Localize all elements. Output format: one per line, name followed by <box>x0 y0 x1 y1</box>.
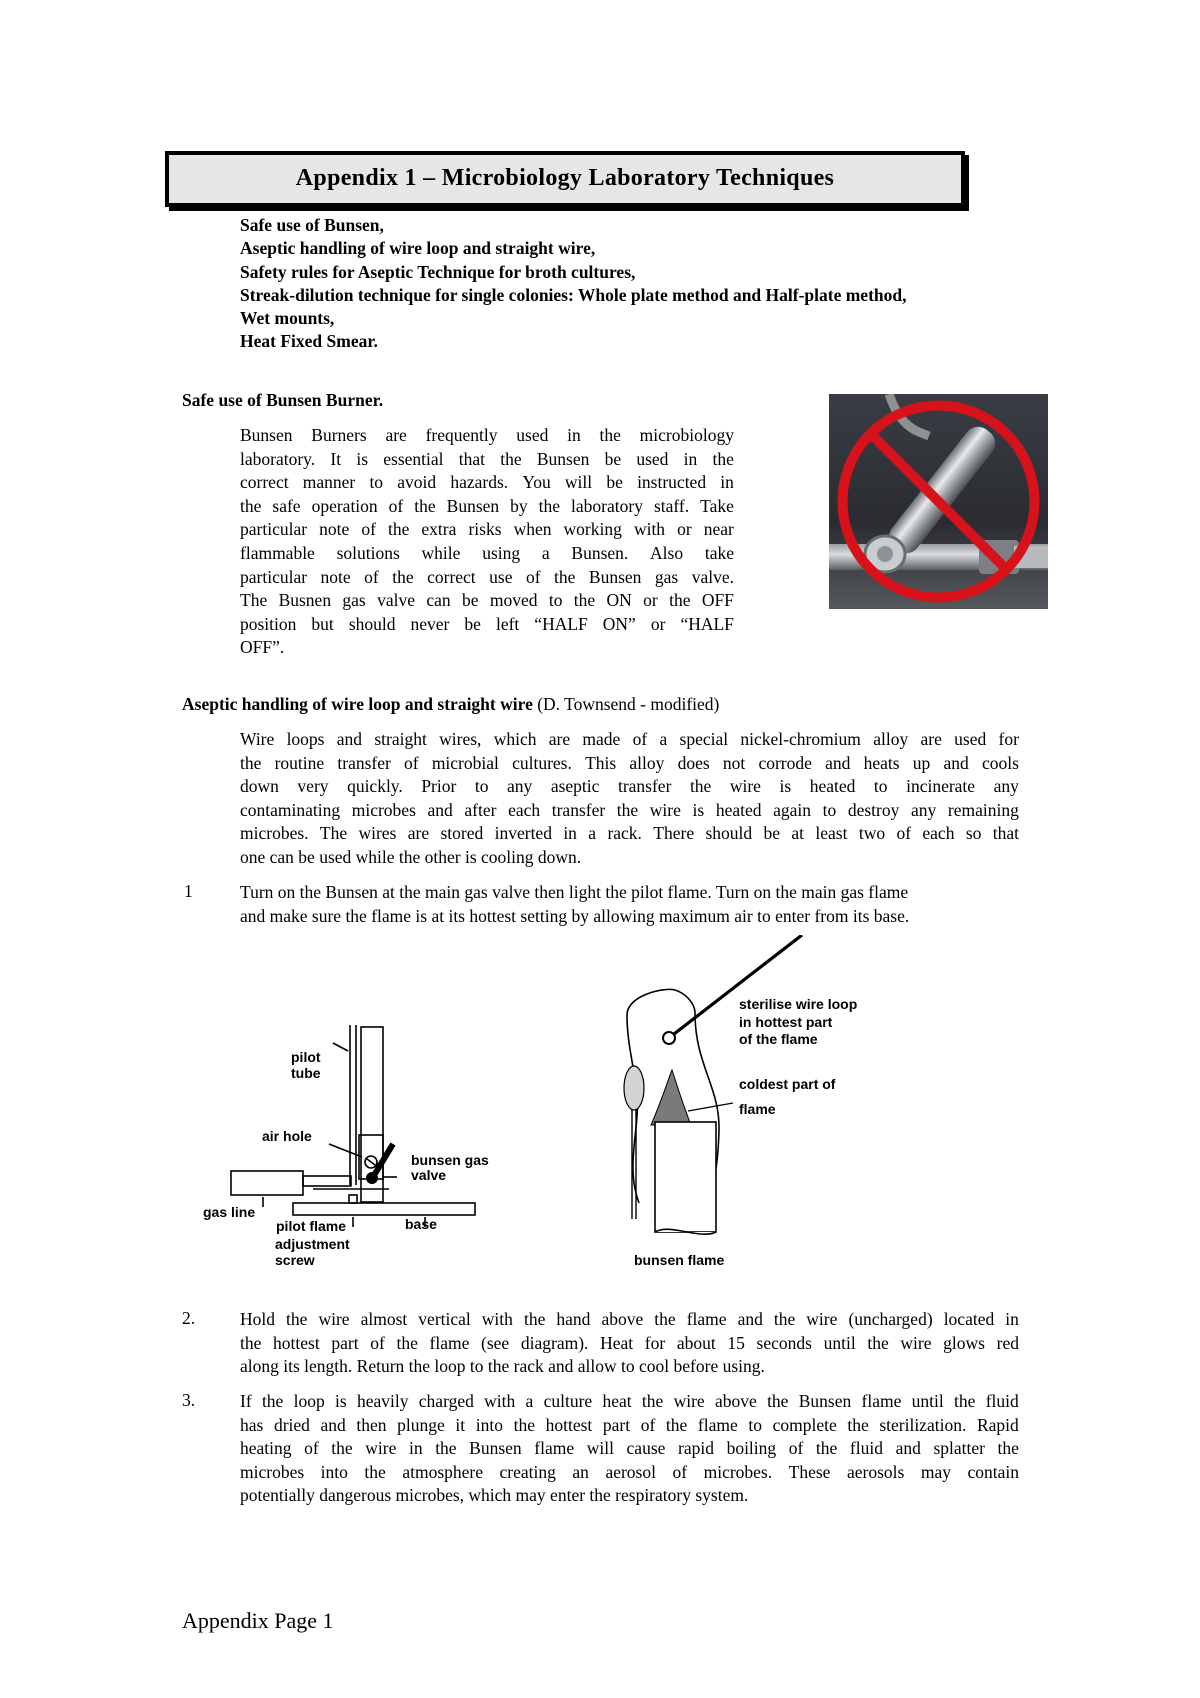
text-line: correct manner to avoid hazards. You will be instructed in <box>240 472 734 493</box>
text-line: one can be used while the other is cooling down. <box>240 846 582 867</box>
bunsen-diagram <box>195 935 1060 1275</box>
aseptic-intro-paragraph <box>240 728 1019 870</box>
contents-item: Safety rules for Aseptic Technique for broth cultures, <box>240 261 636 282</box>
step-number: 2. <box>182 1308 196 1328</box>
label-gas-valve: valve <box>411 1167 447 1183</box>
label-pilot-tube: tube <box>291 1065 321 1081</box>
label-coldest: flame <box>739 1101 776 1117</box>
title-box <box>165 151 965 207</box>
text-line: microbes into the atmosphere creating an aerosol of microbes. These aerosols may contain <box>240 1461 1019 1482</box>
label-sterilise: sterilise wire loop <box>739 996 858 1012</box>
contents-item: Wet mounts, <box>240 308 335 329</box>
prohibited-bunsen-photo <box>829 394 1048 609</box>
text-line: flammable solutions while using a Bunsen. Also take <box>240 542 734 563</box>
label-sterilise: of the flame <box>739 1031 818 1047</box>
page-footer: Appendix Page 1 <box>182 1608 334 1633</box>
text-line: OFF”. <box>240 637 285 658</box>
contents-list <box>240 214 907 354</box>
burner-tube <box>655 1122 716 1232</box>
text-line: position but should never be left “HALF ON” or “HALF <box>240 613 734 634</box>
step-1-text <box>240 881 1019 928</box>
text-line: has dried and then plunge it into the hottest part of the flame to complete the sterilization. Rapid <box>240 1414 1019 1435</box>
contents-item: Aseptic handling of wire loop and straight wire, <box>240 238 596 259</box>
text-line: particular note of the extra risks when working with or near <box>240 519 734 540</box>
contents-item: Safe use of Bunsen, <box>240 215 384 235</box>
label-air-hole: air hole <box>262 1128 312 1144</box>
label-sterilise: in hottest part <box>739 1014 833 1030</box>
label-gas-line: gas line <box>203 1204 256 1220</box>
bunsen-heading: Safe use of Bunsen Burner. <box>182 390 384 410</box>
aseptic-heading-text: Aseptic handling of wire loop and straight wire <box>182 694 533 714</box>
bunsen-paragraph <box>240 424 734 660</box>
text-line: Bunsen Burners are frequently used in the microbiology <box>240 425 734 445</box>
page-title: Appendix 1 – Microbiology Laboratory Techniques <box>295 165 835 191</box>
step-number: 1 <box>184 881 193 901</box>
text-line: heating of the wire in the Bunsen flame will cause rapid boiling of the fluid and splatter the <box>240 1438 1019 1459</box>
text-line: The Busnen gas valve can be moved to the ON or the OFF <box>240 590 734 611</box>
label-adjustment-screw: adjustment <box>275 1236 350 1252</box>
text-line: the safe operation of the Bunsen by the laboratory staff. Take <box>240 495 734 516</box>
label-pilot-tube: pilot <box>291 1049 321 1065</box>
text-line: Wire loops and straight wires, which are made of a special nickel-chromium alloy are used for <box>240 729 1019 749</box>
label-pilot-flame: pilot flame <box>276 1218 347 1234</box>
label-coldest: coldest part of <box>739 1076 836 1092</box>
text-line: If the loop is heavily charged with a culture heat the wire above the Bunsen flame until the fluid <box>240 1391 1019 1411</box>
text-line: along its length. Return the loop to the rack and allow to cool before using. <box>240 1356 765 1377</box>
text-line: microbes. The wires are stored inverted in a rack. There should be at least two of each so that <box>240 823 1019 844</box>
text-line: Hold the wire almost vertical with the hand above the flame and the wire (uncharged) located in <box>240 1309 1019 1329</box>
step-2-text <box>240 1308 1019 1379</box>
swab-icon <box>624 1066 644 1110</box>
aseptic-heading <box>182 694 719 715</box>
label-base: base <box>405 1216 437 1232</box>
contents-item: Heat Fixed Smear. <box>240 331 378 352</box>
text-line: contaminating microbes and after each transfer the wire is heated again to destroy any remaining <box>240 799 1019 820</box>
label-adjustment-screw: screw <box>275 1252 315 1268</box>
text-line: and make sure the flame is at its hottest setting by allowing maximum air to enter from its base. <box>240 905 910 926</box>
text-line: particular note of the correct use of the Bunsen gas valve. <box>240 566 734 587</box>
text-line: potentially dangerous microbes, which may enter the respiratory system. <box>240 1485 749 1506</box>
text-line: laboratory. It is essential that the Bunsen be used in the <box>240 448 734 469</box>
step-number: 3. <box>182 1390 196 1410</box>
step-3-text <box>240 1390 1019 1508</box>
text-line: the hottest part of the flame (see diagram). Heat for about 15 seconds until the wire glows red <box>240 1332 1019 1353</box>
text-line: the routine transfer of microbial cultures. This alloy does not corrode and heats up and cools <box>240 752 1019 773</box>
label-gas-valve: bunsen gas <box>411 1152 489 1168</box>
text-line: Turn on the Bunsen at the main gas valve then light the pilot flame. Turn on the main gas flame <box>240 882 909 902</box>
label-bunsen-flame: bunsen flame <box>634 1252 725 1268</box>
text-line: down very quickly. Prior to any aseptic transfer the wire is heated to incinerate any <box>240 776 1019 797</box>
aseptic-heading-credit: (D. Townsend - modified) <box>532 694 720 714</box>
wire-loop-icon <box>663 1032 675 1044</box>
contents-item: Streak-dilution technique for single colonies: Whole plate method and Half-plate method, <box>240 284 907 305</box>
